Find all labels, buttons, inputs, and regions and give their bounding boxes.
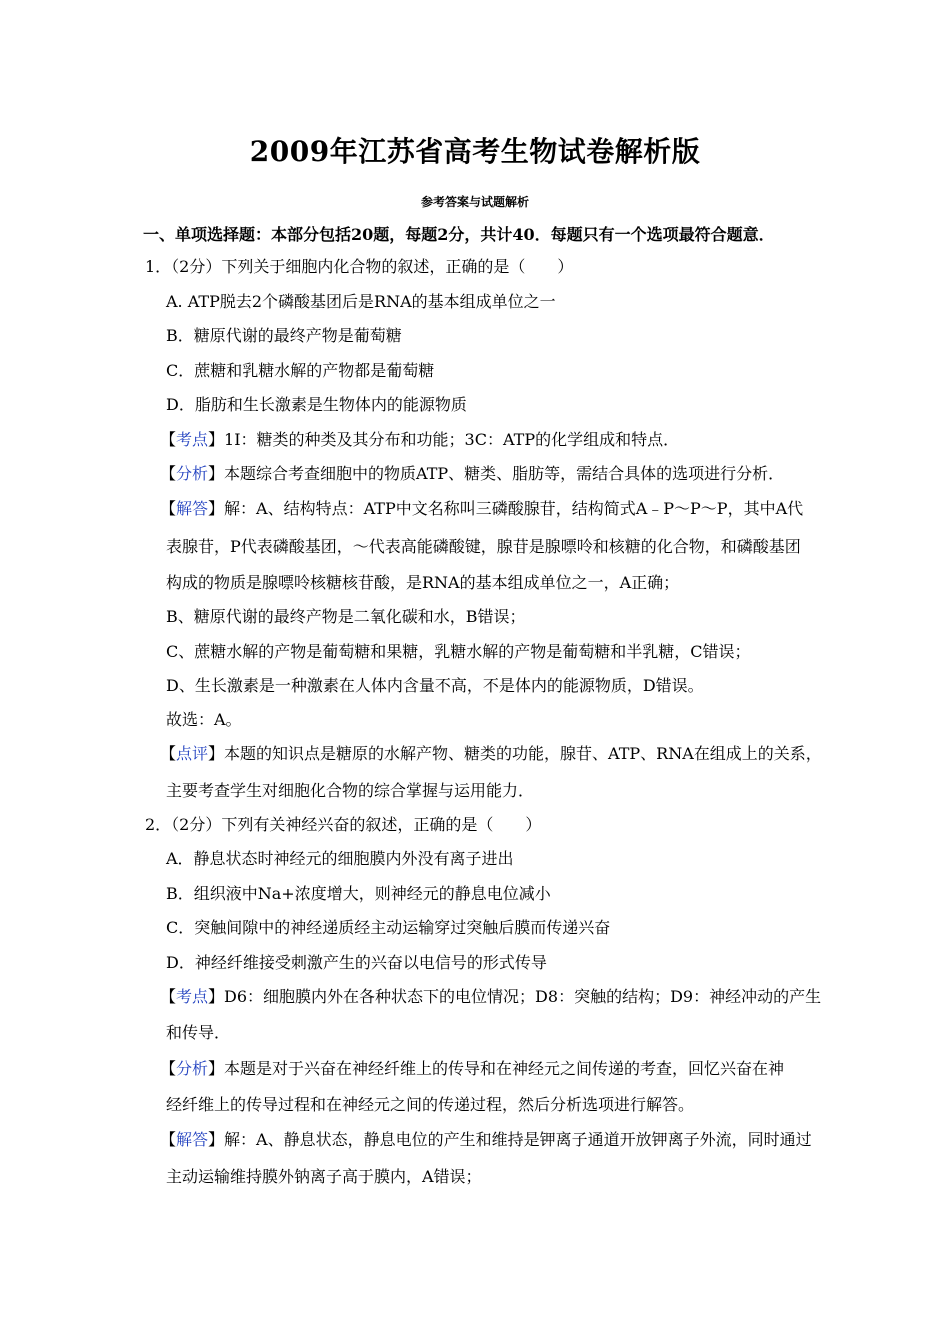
question-1-jieda-line: 构成的物质是腺嘌呤核糖核苷酸，是RNA的基本组成单位之一，A正确； <box>166 573 680 592</box>
question-2-option-d: D．神经纤维接受刺激产生的兴奋以电信号的形式传导 <box>166 953 547 972</box>
question-2-fenxi-line: 经纤维上的传导过程和在神经元之间的传递过程，然后分析选项进行解答。 <box>166 1095 695 1114</box>
question-2-fenxi: 【分析】本题是对于兴奋在神经纤维上的传导和在神经元之间传递的考查，回忆兴奋在神 <box>160 1059 785 1078</box>
question-2-jieda: 【解答】解：A、静息状态，静息电位的产生和维持是钾离子通道开放钾离子外流，同时通过 <box>160 1130 812 1149</box>
question-1-answer: 故选：A。 <box>166 710 242 729</box>
dianping-tag: 【点评】 <box>160 744 225 763</box>
question-1-jieda-line: 表腺苷，P代表磷酸基团，～代表高能磷酸键，腺苷是腺嘌呤和核糖的化合物，和磷酸基团 <box>166 537 801 556</box>
question-1-option-b: B．糖原代谢的最终产物是葡萄糖 <box>166 326 402 345</box>
fenxi-tag: 【分析】 <box>160 1059 225 1078</box>
question-2-option-c: C．突触间隙中的神经递质经主动运输穿过突触后膜而传递兴奋 <box>166 918 611 937</box>
question-1-dianping-line: 主要考查学生对细胞化合物的综合掌握与运用能力． <box>166 781 535 800</box>
question-1-option-d: D．脂肪和生长激素是生物体内的能源物质 <box>166 395 467 414</box>
question-2-stem: 2．（2分）下列有关神经兴奋的叙述，正确的是（ ） <box>145 815 542 834</box>
question-2-kaodian-line: 和传导． <box>166 1023 231 1042</box>
question-2-jieda-line: 主动运输维持膜外钠离子高于膜内，A错误； <box>166 1167 482 1186</box>
question-1-fenxi: 【分析】本题综合考查细胞中的物质ATP、糖类、脂肪等，需结合具体的选项进行分析． <box>160 464 785 483</box>
kaodian-tag: 【考点】 <box>160 987 225 1006</box>
question-1-jieda-line: B、糖原代谢的最终产物是二氧化碳和水，B错误； <box>166 607 526 626</box>
question-1-stem: 1．（2分）下列关于细胞内化合物的叙述，正确的是（ ） <box>145 257 574 276</box>
question-1-option-a: A. ATP脱去2个磷酸基团后是RNA的基本组成单位之一 <box>166 292 556 311</box>
jieda-tag: 【解答】 <box>160 1130 225 1149</box>
question-1-dianping: 【点评】本题的知识点是糖原的水解产物、糖类的功能，腺苷、ATP、RNA在组成上的关系， <box>160 744 822 763</box>
question-2-kaodian: 【考点】D6：细胞膜内外在各种状态下的电位情况；D8：突触的结构；D9：神经冲动的产生 <box>160 987 822 1006</box>
fenxi-tag: 【分析】 <box>160 464 225 483</box>
question-1-option-c: C．蔗糖和乳糖水解的产物都是葡萄糖 <box>166 361 435 380</box>
page-subtitle: 参考答案与试题解析 <box>420 195 529 209</box>
page-title: 2009年江苏省高考生物试卷解析版 <box>249 135 701 168</box>
question-1-jieda-line: C、蔗糖水解的产物是葡萄糖和果糖，乳糖水解的产物是葡萄糖和半乳糖，C错误； <box>166 642 751 661</box>
question-1-kaodian: 【考点】1I：糖类的种类及其分布和功能；3C：ATP的化学组成和特点． <box>160 430 680 449</box>
question-1-jieda: 【解答】解：A、结构特点：ATP中文名称叫三磷酸腺苷，结构简式A﹣P～P～P，其中A代 <box>160 499 804 518</box>
question-2-option-a: A．静息状态时神经元的细胞膜内外没有离子进出 <box>166 849 514 868</box>
section-heading: 一、单项选择题：本部分包括20题，每题2分，共计40．每题只有一个选项最符合题意． <box>143 225 775 244</box>
jieda-tag: 【解答】 <box>160 499 225 518</box>
kaodian-tag: 【考点】 <box>160 430 225 449</box>
question-1-jieda-line: D、生长激素是一种激素在人体内含量不高，不是体内的能源物质，D错误。 <box>166 676 704 695</box>
question-2-option-b: B．组织液中Na+浓度增大，则神经元的静息电位减小 <box>166 884 551 903</box>
